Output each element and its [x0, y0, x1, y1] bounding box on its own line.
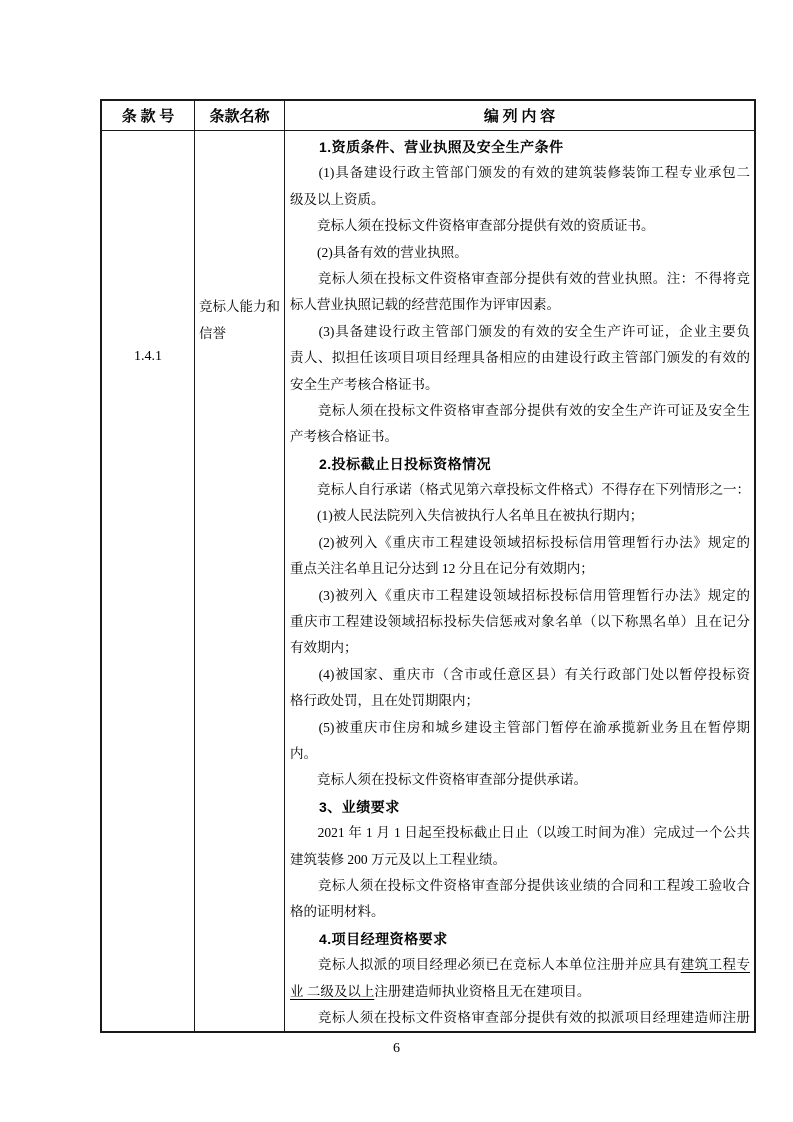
clause-name-cell: 竞标人能力和信誉	[199, 299, 280, 341]
content-line: (3)具备建设行政主管部门颁发的有效的安全生产许可证，企业主要负	[290, 323, 750, 339]
content-line: 2021 年 1 月 1 日起至投标截止日止（以竣工时间为准）完成过一个公共	[290, 825, 750, 841]
content-line: 格行政处罚，且在处罚期限内；	[290, 693, 479, 709]
content-lines	[290, 134, 750, 1031]
content-line: 内。	[290, 745, 317, 761]
content-line: 建筑装修 200 万元及以上工程业绩。	[290, 851, 506, 867]
content-line: (1)具备建设行政主管部门颁发的有效的建筑装修装饰工程专业承包二	[290, 165, 750, 181]
page-number: 6	[393, 1041, 400, 1056]
content-line: 2.投标截止日投标资格情况	[290, 455, 492, 472]
content-line: (3)被列入《重庆市工程建设领域招标投标信用管理暂行办法》规定的	[290, 587, 750, 603]
content-line: 竞标人自行承诺（格式见第六章投标文件格式）不得存在下列情形之一：	[290, 482, 750, 498]
content-line: (2)被列入《重庆市工程建设领域招标投标信用管理暂行办法》规定的	[290, 534, 750, 550]
underlined-text: 业 二级及以上	[290, 983, 375, 999]
content-line: 竞标人须在投标文件资格审查部分提供该业绩的合同和工程竣工验收合	[290, 877, 750, 893]
column-divider	[284, 101, 285, 1031]
column-divider	[194, 101, 195, 1031]
header-content: 编 列 内 容	[483, 109, 556, 125]
content-line: 1.资质条件、营业执照及安全生产条件	[290, 139, 564, 155]
content-line: 重点关注名单且记分达到 12 分且在记分有效期内；	[290, 561, 594, 577]
table-header-row	[102, 101, 754, 131]
content-line: 竞标人须在投标文件资格审查部分提供有效的安全生产许可证及安全生	[290, 402, 750, 418]
content-line: 标人营业执照记载的经营范围作为评审因素。	[290, 297, 560, 313]
header-clause-name: 条款名称	[209, 109, 270, 125]
content-line: 业 二级及以上注册建造师执业资格且无在建项目。	[290, 983, 591, 999]
header-clause-number: 条 款 号	[121, 109, 175, 125]
content-line: 3、业绩要求	[290, 798, 400, 815]
content-line: (2)具备有效的营业执照。	[290, 244, 468, 260]
content-line: 4.项目经理资格要求	[290, 930, 448, 947]
content-line: 竞标人须在投标文件资格审查部分提供有效的资质证书。	[290, 218, 655, 234]
content-line: 竞标人须在投标文件资格审查部分提供承诺。	[290, 772, 587, 788]
content-line: 安全生产考核合格证书。	[290, 376, 439, 392]
content-line: (5)被重庆市住房和城乡建设主管部门暂停在渝承揽新业务且在暂停期	[290, 719, 750, 735]
clause-number-cell: 1.4.1	[134, 349, 162, 364]
content-line: 责人、拟担任该项目项目经理具备相应的由建设行政主管部门颁发的有效的	[290, 350, 750, 366]
content-line: 竞标人须在投标文件资格审查部分提供有效的拟派项目经理建造师注册	[290, 1009, 750, 1025]
content-line: 竞标人拟派的项目经理必须已在竞标人本单位注册并应具有建筑工程专	[290, 957, 750, 973]
underlined-text: 建筑工程专	[680, 957, 750, 973]
content-line: (1)被人民法院列入失信被执行人名单且在被执行期内；	[290, 508, 644, 524]
content-line: (4)被国家、重庆市（含市或任意区县）有关行政部门处以暂停投标资	[290, 666, 750, 682]
content-line: 有效期内；	[290, 640, 358, 656]
content-line: 重庆市工程建设领域招标投标失信惩戒对象名单（以下称黑名单）且在记分	[290, 614, 750, 630]
content-line: 产考核合格证书。	[290, 429, 398, 445]
content-line: 级及以上资质。	[290, 191, 385, 207]
clause-table	[100, 99, 756, 1033]
content-line: 格的证明材料。	[290, 904, 385, 920]
content-line: 竞标人须在投标文件资格审查部分提供有效的营业执照。注：不得将竞	[290, 270, 750, 286]
